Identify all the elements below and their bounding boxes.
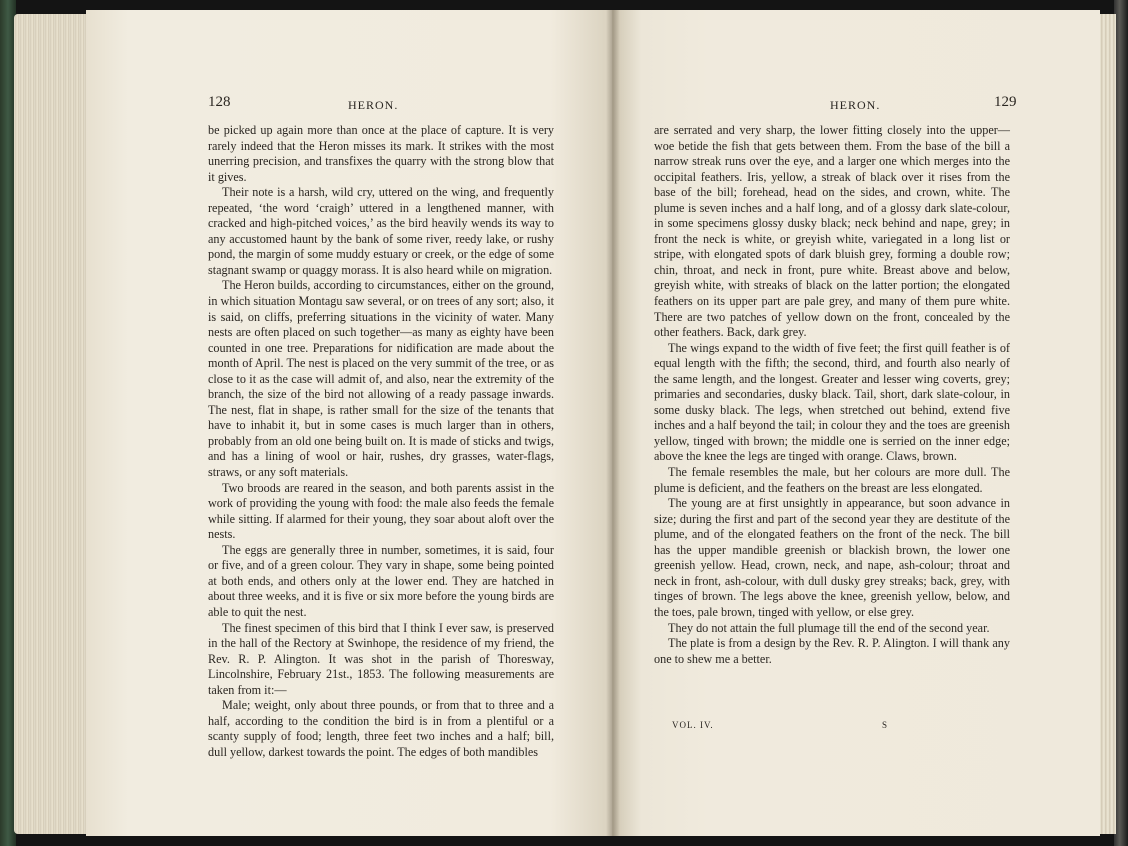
paragraph: The Heron builds, according to circumstances, either on the ground, in which situation Montagu saw several, or on trees of any sort; also, it is said, on cliffs, preferring situations in the vicinity of water. Many nests are often placed on such together—as many as eighty have been counted in one tree. Preparations for nidification are made about the month of April. The nest is placed on the very summit of the tree, or as close to it as the case will admit of, and also, near the extremity of the branch, the size of the bird not allowing of a ready passage inwards. The nest, flat in shape, is rather small for the size of the tenants that have to inhabit it, but in some cases is much larger than in others, probably from an old one being built on. It is made of sticks and twigs, and has a lining of wool or hair, rushes, dry grasses, water-flags, straws, or any soft materials. bbox=[208, 278, 554, 480]
open-book bbox=[14, 10, 1116, 836]
paragraph: The young are at first unsightly in appearance, but soon advance in size; during the first and part of the second year they are destitute of the plume, and of the elongated feathers on the front of the neck. The bill has the upper mandible greenish or blackish brown, the lower one greenish yellow. Head, crown, neck, and nape, ash-colour; throat and neck in front, ash-colour, with dull dusky grey streaks; back, grey, with tinges of brown. The legs above the knee, greenish yellow, below, and the toes, pale brown, tinged with yellow, or else grey. bbox=[654, 496, 1010, 619]
right-page bbox=[612, 10, 1100, 836]
paragraph: The plate is from a design by the Rev. R. P. Alington. I will thank any one to shew me a better. bbox=[654, 636, 1010, 666]
paragraph: be picked up again more than once at the place of capture. It is very rarely indeed that the Heron misses its mark. It strikes with the most unerring precision, and transfixes the quarry with the strong blow that it gives. bbox=[208, 123, 554, 184]
paragraph: are serrated and very sharp, the lower fitting closely into the upper—woe betide the fish that gets between them. From the base of the bill a narrow streak runs over the eye, and a larger one which merges into the occipital feathers. Iris, yellow, a streak of black over it rises from the base of the bill; forehead, head on the sides, and crown, white. The plume is seven inches and a half long, and of a glossy dark slate-colour, in some specimens glossy dusky black; neck behind and nape, grey; in front the neck is white, or greyish white, variegated in a long list or stripe, with elongated spots of dark bluish grey, forming a double row; chin, throat, and neck in front, pure white. Breast above and below, greyish white, with streaks of black on the latter portion; the elongated feathers on its upper part are pale grey, and many of them pure white. There are two patches of yellow down on the front, concealed by the other feathers. Back, dark grey. bbox=[654, 123, 1010, 340]
right-page-number: 129 bbox=[994, 94, 1017, 110]
page-stack-right bbox=[1098, 14, 1116, 834]
right-running-head: HERON. bbox=[830, 98, 881, 112]
paragraph: The finest specimen of this bird that I think I ever saw, is preserved in the hall of the Rectory at Swinhope, the residence of my friend, the Rev. R. P. Alington. It was shot in the parish of Thoresway, Lincolnshire, February 21st., 1853. The following measurements are taken from it:— bbox=[208, 620, 554, 697]
paragraph: Male; weight, only about three pounds, or from that to three and a half, according to the condition the bird is in from a plentiful or a scanty supply of food; length, three feet two inches and a half; bill, dull yellow, darkest towards the point. The edges of both mandibles bbox=[208, 698, 554, 759]
paragraph: Their note is a harsh, wild cry, uttered on the wing, and frequently repeated, ‘the word ‘craigh’ uttered in a lengthened manner, with cracked and high-pitched voices,’ as the bird heavily wends its way to any accustomed haunt by the bank of some river, reedy lake, or rushy pond, the margin of some muddy estuary or creek, or the edge of some stagnant swamp or quaggy morass. It is also heard while on migration. bbox=[208, 185, 554, 277]
left-body-text bbox=[208, 123, 554, 760]
left-page-number: 128 bbox=[208, 94, 231, 110]
page-stack-left bbox=[14, 14, 90, 834]
paragraph: The female resembles the male, but her colours are more dull. The plume is deficient, and the feathers on the breast are less elongated. bbox=[654, 465, 1010, 495]
book-gutter bbox=[606, 10, 620, 836]
left-page bbox=[86, 10, 614, 836]
left-running-head: HERON. bbox=[348, 98, 399, 112]
book-cover-edge-right bbox=[1114, 0, 1128, 846]
right-body-text bbox=[654, 123, 1010, 667]
footer-volume: VOL. IV. bbox=[672, 720, 714, 730]
footer-signature: S bbox=[882, 720, 888, 730]
paragraph: The eggs are generally three in number, sometimes, it is said, four or five, and of a green colour. They vary in shape, some being pointed at both ends, and others only at the lower end. They are hatched in about three weeks, and it is five or six more before the young birds are able to quit the nest. bbox=[208, 542, 554, 619]
paragraph: The wings expand to the width of five feet; the first quill feather is of equal length with the fifth; the second, third, and fourth also nearly of the same length, and the longest. Greater and lesser wing coverts, grey; primaries and secondaries, dusky black. Tail, short, dark slate-colour, in some dusky black. The legs, when stretched out behind, extend five inches and a half beyond the tail; in colour they and the toes are greenish yellow, tinged with brown; the middle one is serried on the inner edge; above the knee the legs are tinged with orange. Claws, brown. bbox=[654, 340, 1010, 464]
paragraph: They do not attain the full plumage till the end of the second year. bbox=[668, 620, 990, 635]
paragraph: Two broods are reared in the season, and both parents assist in the work of providing the young with food: the male also feeds the female while sitting. If alarmed for their young, they soar about aloft over the nests. bbox=[208, 480, 554, 542]
